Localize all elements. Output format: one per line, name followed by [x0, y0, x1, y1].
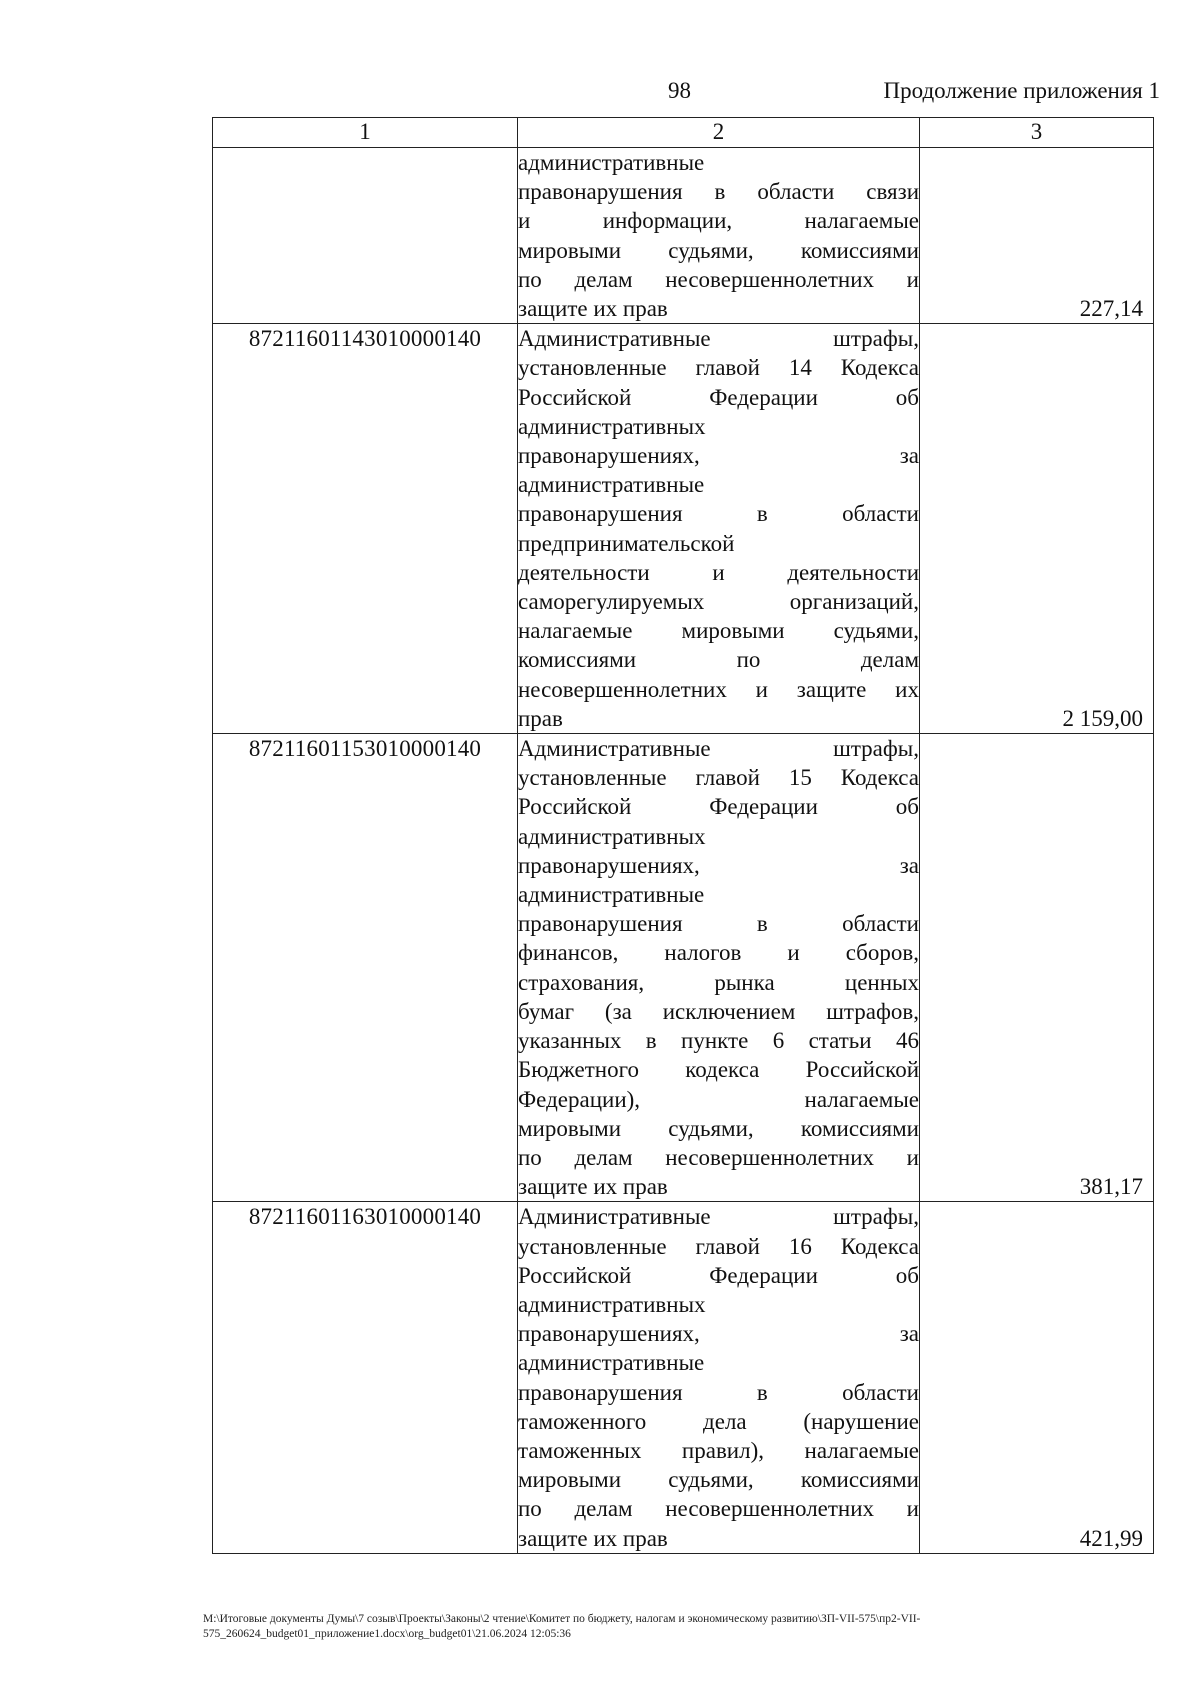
description-line: предпринимательской — [518, 530, 735, 556]
description-line: административные — [518, 150, 705, 175]
description-line: Российской Федерации об — [518, 384, 919, 410]
amount-value: 381,17 — [1079, 1174, 1143, 1200]
description-line: правонарушениях, за — [518, 1321, 919, 1347]
file-path-footer: М:\Итоговые документы Думы\7 созыв\Проекты\Законы\2 чтение\Комитет по бюджету, налогам и экономическому развитию\ЗП-VII-575\пр2-VII-575_260624_budget01_приложение1.docx\org_budget01\21.06.2024 12:05:36 — [203, 1613, 921, 1640]
description-line: Российской Федерации об — [518, 794, 919, 820]
description-line: страхования, рынка ценных — [518, 969, 919, 995]
description-line: Российской Федерации об — [518, 1262, 919, 1288]
description-line: правонарушения в области — [518, 501, 919, 527]
description-line: налагаемые мировыми судьями, — [518, 618, 919, 644]
description-line: Административные штрафы, — [518, 326, 919, 352]
description-line: по делам несовершеннолетних и — [518, 1144, 919, 1170]
description-line: мировыми судьями, комиссиями — [518, 1115, 919, 1141]
description-line: мировыми судьями, комиссиями — [518, 237, 919, 263]
description-line: указанных в пункте 6 статьи 46 — [518, 1028, 919, 1054]
revenue-description — [518, 734, 920, 1202]
description-line: Бюджетного кодекса Российской — [518, 1057, 919, 1083]
continuation-label: Продолжение приложения 1 — [883, 78, 1160, 103]
description-line: защите их прав — [518, 296, 668, 322]
page-number: 98 — [668, 78, 691, 103]
description-line: по делам несовершеннолетних и — [518, 1496, 919, 1522]
table-row — [213, 734, 1154, 1202]
description-line: по делам несовершеннолетних и — [518, 266, 919, 292]
description-line: установленные главой 14 Кодекса — [518, 355, 919, 381]
description-line: административных — [518, 1291, 706, 1317]
description-line: таможенного дела (нарушение — [518, 1408, 919, 1434]
amount-cell — [920, 1202, 1154, 1553]
amount-cell — [920, 148, 1154, 324]
description-line: правонарушения в области — [518, 1379, 919, 1405]
budget-code: 87211601163010000140 — [213, 1202, 518, 1553]
description-line: Административные штрафы, — [518, 736, 919, 762]
column-header-1: 1 — [213, 118, 518, 148]
budget-code: 87211601153010000140 — [213, 734, 518, 1202]
description-line: и информации, налагаемые — [518, 208, 919, 234]
description-line: административные — [518, 472, 705, 498]
description-line: защите их прав — [518, 1174, 668, 1200]
description-line: Федерации), налагаемые — [518, 1086, 919, 1112]
amount-value: 2 159,00 — [1062, 706, 1143, 732]
table-row — [213, 324, 1154, 734]
description-line: административные — [518, 1350, 705, 1376]
amount-value: 227,14 — [1079, 296, 1143, 322]
description-line: установленные главой 16 Кодекса — [518, 1233, 919, 1259]
description-line: несовершеннолетних и защите их — [518, 676, 919, 702]
amount-cell — [920, 734, 1154, 1202]
description-line: бумаг (за исключением штрафов, — [518, 998, 919, 1024]
table-header-row — [213, 118, 1154, 148]
description-line: правонарушениях, за — [518, 443, 919, 469]
description-line: административных — [518, 413, 706, 439]
description-line: правонарушения в области связи — [518, 179, 919, 205]
column-header-2: 2 — [518, 118, 920, 148]
description-line: правонарушениях, за — [518, 852, 919, 878]
description-line: административных — [518, 823, 706, 849]
budget-code — [213, 148, 518, 324]
description-line: финансов, налогов и сборов, — [518, 940, 919, 966]
revenue-description — [518, 148, 920, 324]
description-line: таможенных правил), налагаемые — [518, 1437, 919, 1463]
column-header-3: 3 — [920, 118, 1154, 148]
table-body — [213, 148, 1154, 1554]
description-line: административные — [518, 882, 705, 908]
description-line: защите их прав — [518, 1525, 668, 1551]
revenue-description — [518, 324, 920, 734]
budget-code: 87211601143010000140 — [213, 324, 518, 734]
amount-cell — [920, 324, 1154, 734]
description-line: прав — [518, 705, 563, 731]
description-line: правонарушения в области — [518, 911, 919, 937]
description-line: Административные штрафы, — [518, 1204, 919, 1230]
description-line: саморегулируемых организаций, — [518, 589, 919, 615]
budget-table — [212, 117, 1154, 1554]
amount-value: 421,99 — [1079, 1525, 1143, 1551]
table-row — [213, 1202, 1154, 1553]
description-line: комиссиями по делам — [518, 647, 919, 673]
table-row — [213, 148, 1154, 324]
description-line: деятельности и деятельности — [518, 559, 919, 585]
description-line: установленные главой 15 Кодекса — [518, 765, 919, 791]
revenue-description — [518, 1202, 920, 1553]
description-line: мировыми судьями, комиссиями — [518, 1467, 919, 1493]
